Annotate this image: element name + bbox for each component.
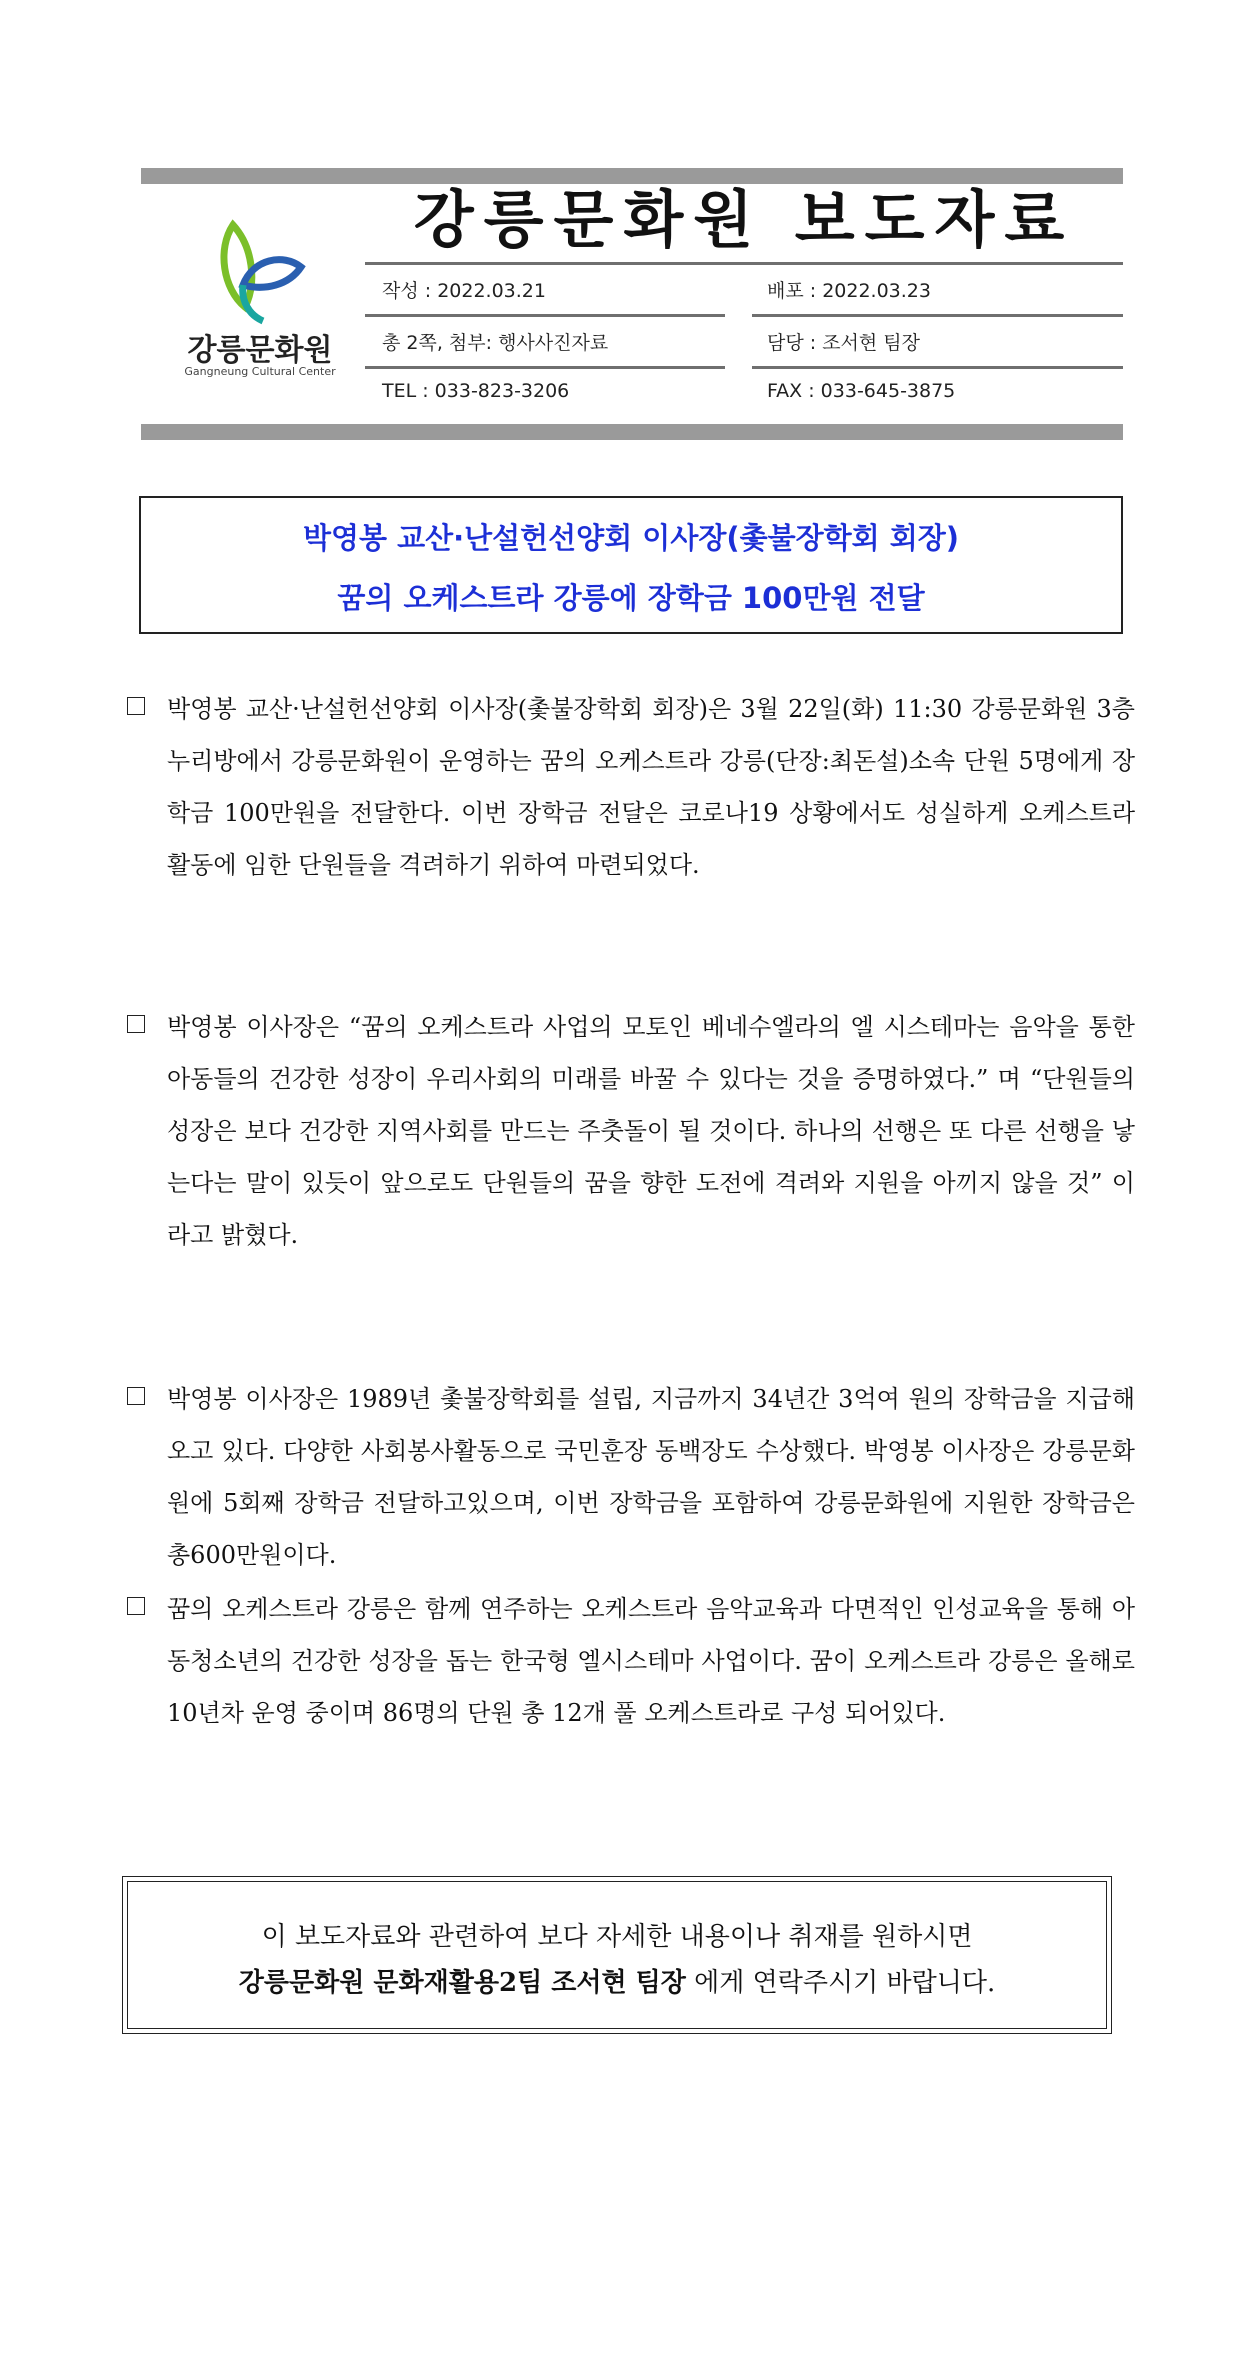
paragraph-text: 박영봉 이사장은 “꿈의 오케스트라 사업의 모토인 베네수엘라의 엘 시스테마는 음악을 통한 아동들의 건강한 성장이 우리사회의 미래를 바꿀 수 있다는 것을 증명하였다.” 며 “단원들의 성장은 보다 건강한 지역사회를 만드는 주춧돌이 될 것이다. 하나의 선행은 또 다른 선행을 낳는다는 말이 있듯이 앞으로도 단원들의 꿈을 향한 도전에 격려와 지원을 아끼지 않을 것” 이라고 밝혔다. xyxy=(167,1013,1135,1249)
logo xyxy=(175,215,345,385)
header-divider xyxy=(752,366,1123,369)
header-divider xyxy=(365,314,725,317)
headline-line-2: 꿈의 오케스트라 강릉에 장학금 100만원 전달 xyxy=(337,581,925,615)
checkbox-bullet-icon xyxy=(127,1597,145,1615)
document-title: 강릉문화원 보도자료 xyxy=(413,183,1075,256)
header-bottom-bar xyxy=(141,424,1123,440)
checkbox-bullet-icon xyxy=(127,1015,145,1033)
contact-line-1: 이 보도자료와 관련하여 보다 자세한 내용이나 취재를 원하시면 xyxy=(261,1922,973,1952)
checkbox-bullet-icon xyxy=(127,697,145,715)
logo-subtitle: Gangneung Cultural Center xyxy=(184,365,336,378)
contact-line-2 xyxy=(128,1962,1106,1999)
paragraph-text: 꿈의 오케스트라 강릉은 함께 연주하는 오케스트라 음악교육과 다면적인 인성교육을 통해 아동청소년의 건강한 성장을 돕는 한국형 엘시스테마 사업이다. 꿈이 오케스트라 강릉은 올해로 10년차 운영 중이며 86명의 단원 총 12개 풀 오케스트라로 구성 되어있다. xyxy=(167,1595,1135,1727)
paragraph-text: 박영봉 교산·난설헌선양회 이사장(촟불장학회 회장)은 3월 22일(화) 11:30 강릉문화원 3층 누리방에서 강릉문화원이 운영하는 꿈의 오케스트라 강릉(단장:최돈설)소속 단원 5명에게 장학금 100만원을 전달한다. 이번 장학금 전달은 코로나19 상황에서도 성실하게 오케스트라 활동에 임한 단원들을 격려하기 위하여 마련되었다. xyxy=(167,695,1135,879)
contact-box-inner xyxy=(127,1881,1107,2029)
header-divider xyxy=(365,262,1123,265)
contact-request: 에게 연락주시기 바랍니다. xyxy=(685,1968,996,1998)
fax: FAX : 033-645-3875 xyxy=(767,380,956,402)
logo-name: 강릉문화원 xyxy=(187,333,333,368)
headline-line-1: 박영봉 교산·난설헌선양회 이사장(촟불장학회 회장) xyxy=(302,521,960,555)
written-date: 작성 : 2022.03.21 xyxy=(382,280,546,302)
contact-person: 담당 : 조서현 팀장 xyxy=(767,332,920,354)
header-divider xyxy=(752,314,1123,317)
paragraph xyxy=(125,1001,1135,1261)
paragraph xyxy=(125,1583,1135,1739)
logo-leaf-icon xyxy=(213,219,309,325)
paragraph-text: 박영봉 이사장은 1989년 촟불장학회를 설립, 지금까지 34년간 3억여 원의 장학금을 지급해오고 있다. 다양한 사회봉사활동으로 국민훈장 동백장도 수상했다. 박영봉 이사장은 강릉문화원에 5회째 장학금 전달하고있으며, 이번 장학금을 포함하여 강릉문화원에 지원한 장학금은 총600만원이다. xyxy=(167,1385,1135,1569)
contact-box xyxy=(122,1876,1112,2034)
contact-team-name: 강릉문화원 문화재활용2팀 조서현 팀장 xyxy=(238,1968,686,1998)
headline-box xyxy=(139,496,1123,634)
paragraph xyxy=(125,1373,1135,1581)
checkbox-bullet-icon xyxy=(127,1387,145,1405)
distributed-date: 배포 : 2022.03.23 xyxy=(767,280,931,302)
tel: TEL : 033-823-3206 xyxy=(382,380,570,402)
page-count: 총 2쪽, 첨부: 행사사진자료 xyxy=(382,332,609,354)
header-divider xyxy=(365,366,725,369)
paragraph xyxy=(125,683,1135,891)
